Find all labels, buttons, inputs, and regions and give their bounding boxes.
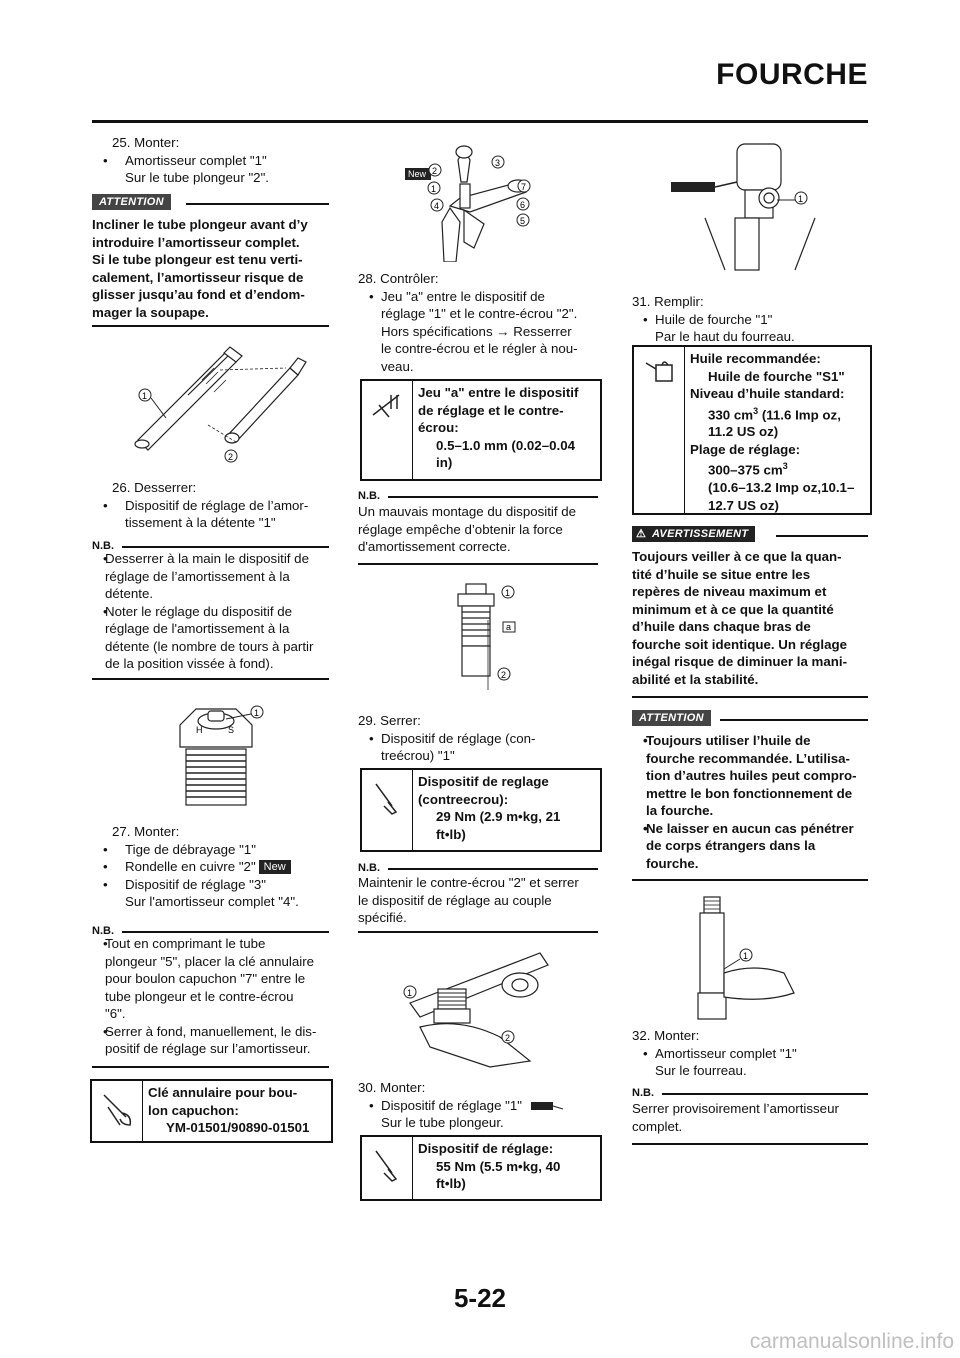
wrench-icon xyxy=(92,1081,143,1141)
step-26-bullet: • Dispositif de réglage de l’amor- xyxy=(92,497,332,515)
tool-spec-line: Clé annulaire pour bou- xyxy=(148,1085,298,1100)
warning-line: tité d’huile se situe entre les xyxy=(632,566,811,582)
step-30-sub: Sur le tube plongeur. xyxy=(381,1115,504,1130)
tool-spec-box xyxy=(90,1079,333,1143)
step-25-bullet: • Amortisseur complet "1" xyxy=(92,152,332,170)
warning-triangle-icon: ⚠ xyxy=(636,528,647,540)
warning-line: repères de niveau maximum et xyxy=(632,584,827,599)
nb-1-line: réglage de l'amortissement à la xyxy=(105,621,290,636)
tool-spec-text xyxy=(143,1081,331,1141)
divider xyxy=(720,719,868,721)
locknut-gap-illustration xyxy=(448,578,528,693)
divider xyxy=(776,535,868,537)
page-title: FOURCHE xyxy=(716,58,868,91)
step-32-title: 32. Monter: xyxy=(632,1028,700,1043)
nb-2-text xyxy=(92,935,332,1058)
step-29-line: treécrou) "1" xyxy=(381,748,455,763)
spec-value: ft•lb) xyxy=(436,826,466,842)
nb-1-bullet-1: • Desserrer à la main le dispositif de xyxy=(92,550,332,568)
svg-text:2: 2 xyxy=(228,452,234,462)
step-28-line: réglage "1" et le contre-écrou "2". xyxy=(381,306,578,321)
step-27-bullet-2: • Rondelle en cuivre "2" New xyxy=(92,858,332,876)
gap-spec-line: écrou: xyxy=(418,420,459,435)
divider xyxy=(92,678,329,680)
divider xyxy=(388,496,598,498)
svg-text:2: 2 xyxy=(501,670,507,680)
nb-1-bullet-2: • Noter le réglage du dispositif de xyxy=(92,603,332,621)
oil-spec-text xyxy=(685,347,870,513)
page-number: 5-22 xyxy=(453,1283,507,1313)
nb-label: N.B. xyxy=(92,540,114,552)
divider xyxy=(388,868,598,870)
torque-wrench-icon xyxy=(362,770,413,850)
svg-text:2: 2 xyxy=(505,1033,511,1043)
gap-spec-line: de réglage et le contre- xyxy=(418,402,564,418)
step-28-title: 28. Contrôler: xyxy=(358,271,439,286)
attention-bullet-1: • Toujours utiliser l’huile de xyxy=(632,732,872,750)
gap-spec-value: 0.5–1.0 mm (0.02–0.04 xyxy=(436,437,575,453)
svg-text:S: S xyxy=(228,725,235,735)
torque-wrench-icon xyxy=(362,1137,413,1199)
step-32-sub: Sur le fourreau. xyxy=(655,1063,747,1078)
nb-1-line: réglage de l’amortissement à la xyxy=(105,568,290,584)
warning-line: fourche soit identique. Un réglage xyxy=(632,636,847,652)
step-29-bullet: • Dispositif de réglage (con- xyxy=(358,730,602,748)
oil-spec-value: (10.6–13.2 Imp oz,10.1– xyxy=(708,480,855,496)
nb-2-line: plongeur "5", placer la clé annulaire xyxy=(105,953,315,969)
warning-line: Toujours veiller à ce que la quan- xyxy=(632,549,842,564)
step-32-bullet: • Amortisseur complet "1" xyxy=(632,1045,872,1063)
svg-text:3: 3 xyxy=(495,158,501,168)
nb-col2-2 xyxy=(358,874,602,927)
step-27-bullet-1: • Tige de débrayage "1" xyxy=(92,841,332,859)
nb-col2-1 xyxy=(358,503,602,556)
oil-spec-value: 11.2 US oz) xyxy=(708,424,779,440)
step-27 xyxy=(92,823,332,911)
svg-text:5: 5 xyxy=(520,216,526,226)
tool-spec-line: lon capuchon: xyxy=(148,1102,239,1118)
attention-text xyxy=(632,732,872,872)
new-badge-small: New xyxy=(408,169,427,179)
nb-line: Un mauvais montage du dispositif de xyxy=(358,504,577,519)
step-27-bullet-3: • Dispositif de réglage "3" xyxy=(92,876,332,894)
step-32 xyxy=(632,1027,872,1080)
divider xyxy=(186,203,329,205)
step-30-bullet: • Dispositif de réglage "1" xyxy=(358,1097,602,1115)
damper-illustration xyxy=(118,340,318,470)
nb-2-bullet-2: • Serrer à fond, manuellement, le dis- xyxy=(92,1023,332,1041)
nb-line: Serrer provisoirement l’amortisseur xyxy=(632,1101,839,1116)
damper-install-illustration xyxy=(690,893,810,1023)
svg-text:2: 2 xyxy=(432,166,438,176)
attention-badge: ATTENTION xyxy=(92,194,171,210)
oil-spec-value: Huile de fourche "S1" xyxy=(708,368,845,384)
locknut-torque-text xyxy=(413,770,600,850)
nb-2-line: "6". xyxy=(105,1006,126,1021)
divider xyxy=(632,879,868,881)
nb-2-line: positif de réglage sur l’amortisseur. xyxy=(105,1041,311,1056)
step-25-title: 25. Monter: xyxy=(112,135,180,150)
svg-text:1: 1 xyxy=(254,708,260,718)
gap-spec-line: Jeu "a" entre le dispositif xyxy=(418,385,579,400)
attention-bullet-2: • Ne laisser en aucun cas pénétrer xyxy=(632,820,872,838)
warning-text xyxy=(632,548,872,688)
svg-text:H: H xyxy=(196,725,203,735)
divider xyxy=(662,1093,868,1095)
gap-spec-value: in) xyxy=(436,455,453,470)
nb-line: Maintenir le contre-écrou "2" et serrer xyxy=(358,875,579,890)
divider xyxy=(632,696,868,698)
step-27-sub: Sur l'amortisseur complet "4". xyxy=(125,894,299,909)
oil-spec-line: Huile recommandée: xyxy=(690,351,821,366)
caliper-icon xyxy=(362,381,413,479)
gap-spec-box xyxy=(360,379,602,481)
nb-1-line: détente. xyxy=(105,586,154,601)
step-31 xyxy=(632,293,872,346)
nb-line: d'amortissement correcte. xyxy=(358,539,511,554)
step-28 xyxy=(358,270,602,375)
step-28-line: le contre-écrou et le régler à nou- xyxy=(381,341,578,356)
nb-2-bullet-1: • Tout en comprimant le tube xyxy=(92,935,332,953)
spec-value: 55 Nm (5.5 m•kg, 40 xyxy=(436,1158,561,1174)
svg-text:1: 1 xyxy=(407,988,413,998)
oil-spec-box xyxy=(632,345,872,515)
divider xyxy=(358,931,598,933)
step-26 xyxy=(92,479,332,532)
step-28-line: veau. xyxy=(381,358,414,374)
oil-spec-line: Niveau d’huile standard: xyxy=(690,386,845,401)
header-rule xyxy=(92,120,868,123)
oil-spec-value: 330 $cm^3$ (11.6 Imp oz, xyxy=(708,405,841,422)
divider xyxy=(92,325,329,327)
wrench-adjuster-illustration xyxy=(400,945,560,1070)
gap-spec-text xyxy=(413,381,600,479)
divider xyxy=(92,1066,329,1068)
step-29-title: 29. Serrer: xyxy=(358,713,421,728)
step-29 xyxy=(358,712,602,765)
attention-line: fourche. xyxy=(646,855,699,871)
new-badge: New xyxy=(259,860,291,874)
step-27-title: 27. Monter: xyxy=(112,824,180,839)
adjuster-gap-illustration xyxy=(400,140,550,262)
nb-1-line: de la position vissée à fond). xyxy=(105,656,274,671)
nb-label: N.B. xyxy=(358,490,380,502)
step-26-bullet-cont: tissement à la détente "1" xyxy=(125,515,276,530)
step-28-bullet: • Jeu "a" entre le dispositif de xyxy=(358,288,602,306)
svg-text:7: 7 xyxy=(521,182,527,192)
arrow-right-icon: → xyxy=(496,323,510,339)
attention-line: de corps étrangers dans la xyxy=(646,838,816,853)
svg-text:6: 6 xyxy=(520,200,526,210)
step-31-sub: Par le haut du fourreau. xyxy=(655,329,795,344)
step-30-title: 30. Monter: xyxy=(358,1080,426,1095)
tool-spec-value: YM-01501/90890-01501 xyxy=(166,1120,310,1135)
svg-text:a: a xyxy=(506,622,512,632)
nb-label: N.B. xyxy=(92,925,114,937)
attention-line: mettre le bon fonctionnement de xyxy=(646,785,853,801)
warning-line: abilité et la stabilité. xyxy=(632,671,759,687)
warning-line: inégal risque de diminuer la mani- xyxy=(632,654,848,669)
watermark: carmanualsonline.info xyxy=(749,1330,954,1353)
nb-line: le dispositif de réglage au couple xyxy=(358,892,552,908)
nb-line: réglage empêche d’obtenir la force xyxy=(358,521,563,537)
svg-text:1: 1 xyxy=(798,194,804,204)
svg-text:1: 1 xyxy=(431,184,437,194)
step-31-bullet: • Huile de fourche "1" xyxy=(632,311,872,329)
oil-spec-value: 12.7 US oz) xyxy=(708,497,779,513)
attention-line: la fourche. xyxy=(646,803,714,818)
oil-spec-line: Plage de réglage: xyxy=(690,441,801,457)
nb-1-text xyxy=(92,550,332,673)
nb-2-line: tube plongeur et le contre-écrou xyxy=(105,988,294,1004)
locknut-torque-box xyxy=(360,768,602,852)
divider xyxy=(122,931,329,933)
step-25-sub: Sur le tube plongeur "2". xyxy=(125,170,269,185)
step-30 xyxy=(358,1079,602,1132)
oil-spec-value: 300–375 $cm^3$ xyxy=(708,461,788,478)
spec-value: 29 Nm (2.9 m•kg, 21 xyxy=(436,809,561,824)
warning-badge: ⚠ AVERTISSEMENT xyxy=(632,526,755,542)
warning-line: d’huile dans chaque bras de xyxy=(632,619,811,634)
divider xyxy=(358,563,598,565)
svg-text:1: 1 xyxy=(142,391,148,401)
svg-text:1: 1 xyxy=(743,951,749,961)
spec-line: Dispositif de réglage: xyxy=(418,1141,554,1156)
spec-line: Dispositif de reglage xyxy=(418,774,549,789)
tool-icon xyxy=(529,1099,565,1113)
svg-text:1: 1 xyxy=(505,588,511,598)
nb-label: N.B. xyxy=(632,1087,654,1099)
attention-line: tion d’autres huiles peut compro- xyxy=(646,768,857,783)
svg-text:4: 4 xyxy=(434,201,440,211)
rebound-adjuster-illustration xyxy=(168,697,278,812)
attention-text: Incliner le tube plongeur avant d’y introduire l’amortisseur complet. Si le tube plongeur est tenu verti- calement, l’amortisseur risque de glisser jusqu’au fond et d’endom- mager la soupape. xyxy=(92,217,308,320)
attention-badge: ATTENTION xyxy=(632,710,711,726)
step-26-title: 26. Desserrer: xyxy=(112,480,197,495)
step-25 xyxy=(92,134,332,187)
oil-can-icon xyxy=(634,347,685,513)
warning-line: minimum et à ce que la quantité xyxy=(632,601,834,617)
nb-col3 xyxy=(632,1100,872,1135)
adjuster-torque-box xyxy=(360,1135,602,1201)
divider xyxy=(632,1143,868,1145)
nb-1-line: détente (le nombre de tours à partir xyxy=(105,638,314,654)
attention-line: fourche recommandée. L’utilisa- xyxy=(646,750,850,766)
nb-2-line: pour boulon capuchon "7" entre le xyxy=(105,971,306,986)
step-31-title: 31. Remplir: xyxy=(632,294,704,309)
step-28-line: Hors spécifications → Resserrer xyxy=(381,323,572,339)
nb-label: N.B. xyxy=(358,862,380,874)
spec-value: ft•lb) xyxy=(436,1176,466,1191)
nb-line: complet. xyxy=(632,1118,683,1134)
divider xyxy=(122,546,329,548)
adjuster-torque-text xyxy=(413,1137,600,1199)
spec-line: (contreecrou): xyxy=(418,791,509,807)
oil-filling-illustration xyxy=(665,140,825,275)
nb-line: spécifié. xyxy=(358,910,407,925)
